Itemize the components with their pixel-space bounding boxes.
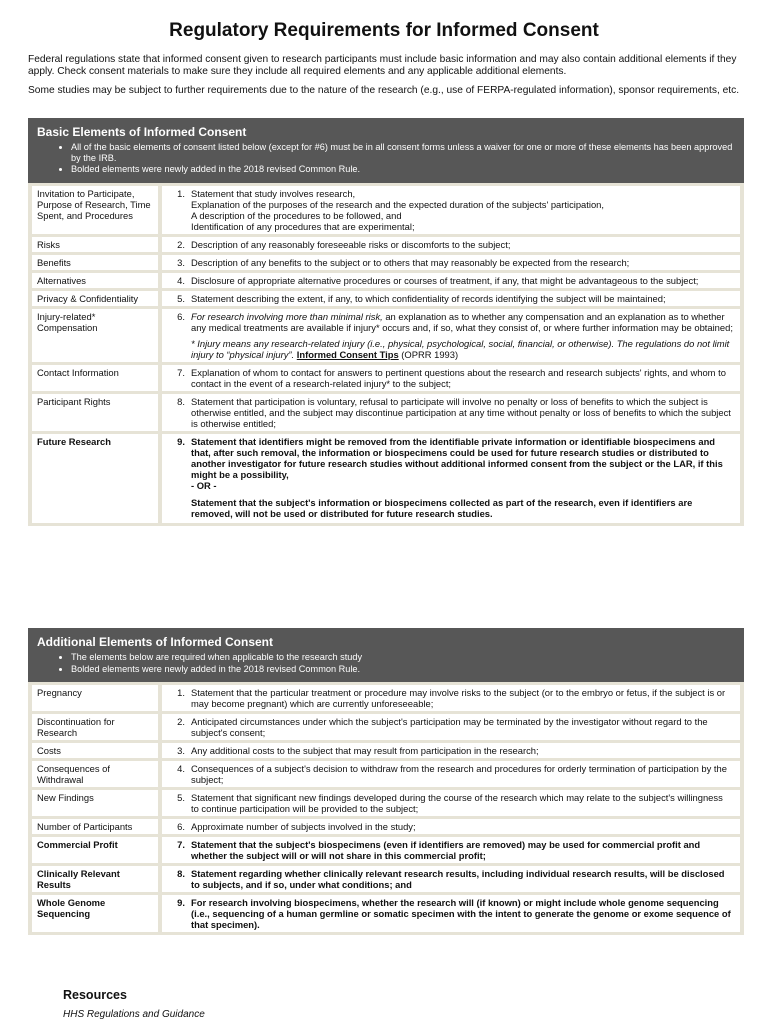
row-text: Statement that the subject's biospecimens (even if identifiers are removed) may be used for commercial profit and whether the subject will or will not share in this commercial profit;	[191, 839, 701, 862]
row-number: 9.	[177, 435, 185, 447]
basic-elements-section	[28, 118, 744, 526]
row-content	[162, 291, 740, 306]
row-number: 3.	[177, 256, 185, 268]
row-label: Future Research	[32, 434, 158, 523]
row-line: Identification of any procedures that are experimental;	[191, 220, 415, 232]
row-number: 6.	[177, 821, 185, 833]
row-label: Consequences of Withdrawal	[32, 761, 158, 787]
row-number: 1.	[177, 687, 185, 699]
row-label: Risks	[32, 237, 158, 252]
row-line: Statement that study involves research,	[191, 187, 356, 199]
row-label: Costs	[32, 743, 158, 758]
row-number: 8.	[177, 395, 185, 407]
table-row	[32, 291, 740, 306]
table-row	[32, 685, 740, 711]
table-row	[32, 819, 740, 834]
row-text: Description of any reasonably foreseeable risks or discomforts to the subject;	[191, 238, 511, 250]
table-row	[32, 365, 740, 391]
row-label: Invitation to Participate, Purpose of Research, Time Spent, and Procedures	[32, 186, 158, 234]
row-text: Description of any benefits to the subject or to others that may reasonably be expected from the research;	[191, 256, 630, 268]
row-number: 7.	[177, 366, 185, 378]
resources-link-hhs[interactable]: HHS Regulations and Guidance	[63, 1009, 205, 1020]
row-text: For research involving biospecimens, whether the research will (if known) or might include whole genome sequencing (i.e., sequencing of a human germline or somatic specimen with the intent to generate the genome or exome sequence of that specimen).	[191, 897, 731, 931]
row-text: Approximate number of subjects involved in the study;	[191, 821, 416, 833]
table-row	[32, 895, 740, 932]
row-label: Benefits	[32, 255, 158, 270]
page-title: Regulatory Requirements for Informed Consent	[169, 20, 599, 41]
row-text: Any additional costs to the subject that may result from participation in the research;	[191, 745, 539, 757]
row-label: Privacy & Confidentiality	[32, 291, 158, 306]
row-content	[162, 837, 740, 863]
table-row	[32, 186, 740, 234]
row-text: Disclosure of appropriate alternative procedures or courses of treatment, if any, that might be advantageous to the subject;	[191, 274, 699, 286]
row-number: 8.	[177, 868, 185, 880]
row-text-alt: Statement that the subject's information or biospecimens collected as part of the research, even if identifiers are removed, will not be used or distributed for future research studies.	[191, 496, 693, 519]
row-label: Alternatives	[32, 273, 158, 288]
basic-elements-title: Basic Elements of Informed Consent	[37, 125, 247, 139]
table-row	[32, 837, 740, 863]
row-text: an explanation as to whether any compensation and an explanation as to whether any medical treatments are available if injury* occurs and, if so, what they consist of, or where further information may be obtained;	[191, 310, 733, 333]
row-content	[162, 790, 740, 816]
row-number: 6.	[177, 310, 185, 322]
resources-heading: Resources	[63, 988, 127, 1002]
row-text: Anticipated circumstances under which the subject's participation may be terminated by the investigator without regard to the subject's consent;	[191, 716, 708, 739]
row-content	[162, 434, 740, 523]
row-label: New Findings	[32, 790, 158, 816]
row-label: Pregnancy	[32, 685, 158, 711]
additional-elements-section	[28, 628, 744, 935]
row-label: Number of Participants	[32, 819, 158, 834]
row-content	[162, 237, 740, 252]
additional-elements-header	[28, 628, 744, 682]
row-content	[162, 895, 740, 932]
table-row	[32, 255, 740, 270]
table-row	[32, 743, 740, 758]
row-content	[162, 273, 740, 288]
table-row	[32, 866, 740, 892]
row-number: 4.	[177, 274, 185, 286]
row-label: Discontinuation for Research	[32, 714, 158, 740]
row-number: 7.	[177, 839, 185, 851]
row-content	[162, 714, 740, 740]
tip-source: (OPRR 1993)	[398, 348, 459, 360]
table-row	[32, 434, 740, 523]
row-number: 4.	[177, 763, 185, 775]
row-content	[162, 866, 740, 892]
row-number: 1.	[177, 187, 185, 199]
row-label: Participant Rights	[32, 394, 158, 431]
row-content	[162, 186, 740, 234]
or-separator: - OR -	[191, 479, 217, 491]
row-content	[162, 819, 740, 834]
table-row	[32, 309, 740, 362]
basic-elements-header	[28, 118, 744, 183]
informed-consent-tips-link[interactable]: Informed Consent Tips	[296, 348, 399, 360]
row-content	[162, 394, 740, 431]
row-text: Statement that the particular treatment or procedure may involve risks to the subject (or to the embryo or fetus, if the subject is or may become pregnant) which are currently unforeseeable;	[191, 687, 726, 710]
row-number: 2.	[177, 716, 185, 728]
table-row	[32, 237, 740, 252]
row-content	[162, 685, 740, 711]
additional-elements-title: Additional Elements of Informed Consent	[37, 635, 274, 649]
row-number: 9.	[177, 897, 185, 909]
row-text-italic: For research involving more than minimal risk,	[191, 310, 383, 322]
additional-elements-notes	[37, 652, 735, 674]
basic-note: • All of the basic elements of consent listed below (except for #6) must be in all consent forms unless a waiver for one or more of these elements has been approved by the IRB.	[71, 142, 735, 163]
row-text: Statement describing the extent, if any, to which confidentiality of records identifying the subject will be maintained;	[191, 292, 666, 304]
row-number: 5.	[177, 792, 185, 804]
intro-paragraph-1: Federal regulations state that informed consent given to research participants must include basic information and may also contain additional elements if they apply. Check consent materials to make sure they include all required elements and any applicable additional elements.	[28, 54, 737, 77]
row-text: Statement that identifiers might be removed from the identifiable private information or identifiable biospecimens and that, after such removal, the information or biospecimens could be used for future research studies or distributed to another investigator for future research studies without additional informed consent from the subject or the LAR, if this might be a possibility,	[191, 435, 723, 480]
additional-note: • The elements below are required when applicable to the research study	[71, 652, 735, 663]
row-text: Explanation of whom to contact for answers to pertinent questions about the research and research subjects' rights, and whom to contact in the event of a research-related injury* to the subject;	[191, 366, 726, 389]
row-text: Consequences of a subject's decision to withdraw from the research and procedures for orderly termination of participation by the subject;	[191, 763, 727, 786]
table-row	[32, 790, 740, 816]
additional-elements-table	[28, 682, 744, 935]
injury-note: * Injury means any research-related injury (i.e., physical, psychological, social, financial, or otherwise). The regulations do not limit injury to “physical injury”.	[191, 337, 730, 360]
row-content	[162, 365, 740, 391]
row-content	[162, 255, 740, 270]
row-label: Clinically Relevant Results	[32, 866, 158, 892]
row-label: Whole Genome Sequencing	[32, 895, 158, 932]
table-row	[32, 273, 740, 288]
row-content	[162, 761, 740, 787]
basic-elements-table	[28, 183, 744, 526]
row-label: Contact Information	[32, 365, 158, 391]
table-row	[32, 761, 740, 787]
row-text: Statement that participation is voluntary, refusal to participate will involve no penalty or loss of benefits to which the subject is otherwise entitled, and the subject may discontinue participation at any time without penalty or loss of benefits to which the subject is otherwise entitled;	[191, 395, 731, 429]
row-text: Statement that significant new findings developed during the course of the research which may relate to the subject's willingness to continue participation will be provided to the subject;	[191, 792, 723, 815]
basic-note: • Bolded elements were newly added in the 2018 revised Common Rule.	[71, 164, 735, 175]
additional-note: • Bolded elements were newly added in the 2018 revised Common Rule.	[71, 664, 735, 675]
row-line: A description of the procedures to be followed, and	[191, 209, 402, 221]
row-line: Explanation of the purposes of the research and the expected duration of the subjects' participation,	[191, 198, 604, 210]
table-row	[32, 714, 740, 740]
intro-paragraph-2: Some studies may be subject to further requirements due to the nature of the research (e.g., use of FERPA-regulated information), sponsor requirements, etc.	[28, 85, 740, 96]
row-number: 3.	[177, 745, 185, 757]
row-content	[162, 309, 740, 362]
row-content	[162, 743, 740, 758]
row-text: Statement regarding whether clinically relevant research results, including individual research results, will be disclosed to subjects, and if so, under what conditions; and	[191, 868, 725, 891]
row-number: 2.	[177, 238, 185, 250]
row-number: 5.	[177, 292, 185, 304]
row-label: Injury-related* Compensation	[32, 309, 158, 362]
basic-elements-notes	[37, 142, 735, 175]
table-row	[32, 394, 740, 431]
row-label: Commercial Profit	[32, 837, 158, 863]
